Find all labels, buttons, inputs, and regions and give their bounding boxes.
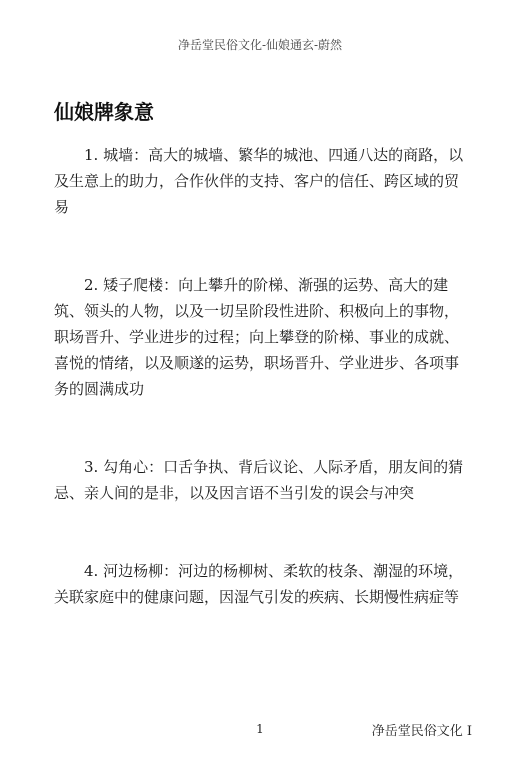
page-header: 净岳堂民俗文化-仙娘通玄-蔚然: [177, 38, 343, 52]
document-title: 仙娘牌象意: [54, 100, 154, 124]
page-number: 1: [256, 722, 264, 736]
list-item-dwarf-climbing: 2. 矮子爬楼：向上攀升的阶梯、渐强的运势、高大的建筑、领头的人物，以及一切呈阶段性进阶、积极向上的事物，职场晋升、学业进步的过程；向上攀登的阶梯、事业的成就、喜悦的情绪，以及顺遂的运势，职场晋升、学业进步、各项事务的圆满成功: [54, 276, 460, 398]
item-list: [54, 142, 472, 610]
list-item-hook-heart: 3. 勾角心：口舌争执、背后议论、人际矛盾，朋友间的猜忌、亲人间的是非，以及因言语不当引发的误会与冲突: [54, 458, 464, 502]
list-item-city-wall: 1. 城墙：高大的城墙、繁华的城池、四通八达的商路，以及生意上的助力，合作伙伴的支持、客户的信任、跨区域的贸易: [54, 146, 464, 216]
footer-brand: 净岳堂民俗文化 I: [371, 724, 472, 739]
list-item-riverside-willow: 4. 河边杨柳：河边的杨柳树、柔软的枝条、潮湿的环境，关联家庭中的健康问题，因湿气引发的疾病、长期慢性病症等: [54, 562, 464, 606]
